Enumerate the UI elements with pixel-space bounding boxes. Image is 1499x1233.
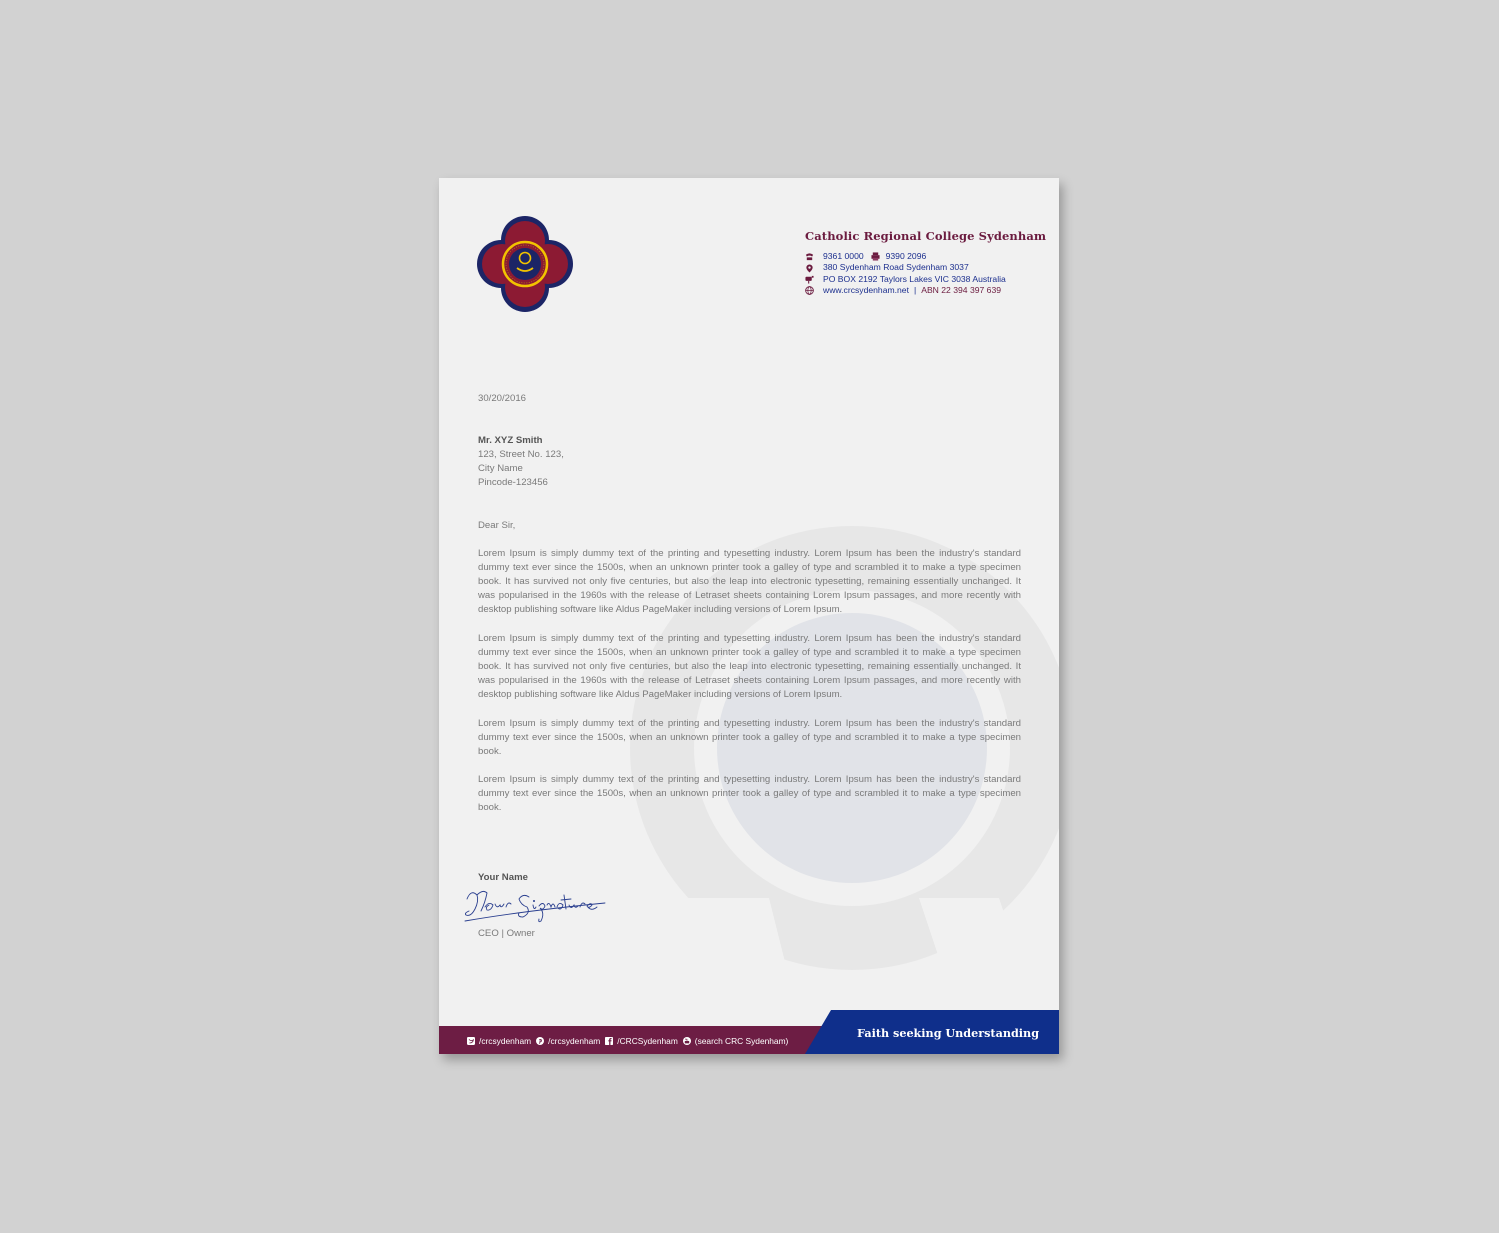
- social-links: [467, 1036, 793, 1046]
- phone-row: [805, 251, 1006, 262]
- paragraph-2: Lorem Ipsum is simply dummy text of the printing and typesetting industry. Lorem Ipsum has been the industry's standard dummy text ever since the 1500s, when an unknown printer took a galley of type and scrambled it to make a type specimen book. It has survived not only five centuries, but also the leap into electronic typesetting, remaining essentially unchanged. It was popularised in the 1960s with the release of Letraset sheets containing Lorem Ipsum passages, and more recently with desktop publishing software like Aldus PageMaker including versions of Lorem Ipsum.: [478, 633, 1021, 701]
- facebook-link[interactable]: [605, 1036, 678, 1046]
- youtube-search: (search CRC Sydenham): [694, 1036, 789, 1046]
- address-row: [805, 262, 1006, 273]
- sender-name: Your Name: [478, 872, 528, 883]
- greeting: Dear Sir,: [478, 520, 516, 531]
- twitter-link[interactable]: [467, 1036, 531, 1046]
- paragraph-3: Lorem Ipsum is simply dummy text of the printing and typesetting industry. Lorem Ipsum has been the industry's standard dummy text ever since the 1500s, when an unknown printer took a galley of type and scrambled it to make a type specimen book.: [478, 718, 1021, 758]
- address-line-1: 123, Street No. 123,: [478, 449, 564, 461]
- street-address: 380 Sydenham Road Sydenham 3037: [823, 262, 969, 273]
- website-link[interactable]: www.crcsydenham.net: [823, 285, 909, 296]
- facebook-handle: /CRCSydenham: [617, 1036, 678, 1046]
- paragraph-4: Lorem Ipsum is simply dummy text of the printing and typesetting industry. Lorem Ipsum has been the industry's standard dummy text ever since the 1500s, when an unknown printer took a galley of type and scrambled it to make a type specimen book.: [478, 774, 1021, 814]
- phone-icon: [805, 252, 814, 261]
- paragraph-1: Lorem Ipsum is simply dummy text of the printing and typesetting industry. Lorem Ipsum has been the industry's standard dummy text ever since the 1500s, when an unknown printer took a galley of type and scrambled it to make a type specimen book. It has survived not only five centuries, but also the leap into electronic typesetting, remaining essentially unchanged. It was popularised in the 1960s with the release of Letraset sheets containing Lorem Ipsum passages, and more recently with desktop publishing software like Aldus PageMaker including versions of Lorem Ipsum.: [478, 548, 1021, 616]
- pinterest-link[interactable]: [536, 1036, 600, 1046]
- twitter-handle: /crcsydenham: [479, 1036, 532, 1046]
- youtube-icon: [683, 1037, 691, 1045]
- facebook-icon: [605, 1037, 613, 1045]
- phone-number[interactable]: 9361 0000: [823, 251, 864, 261]
- mailbox-icon: [805, 275, 814, 284]
- separator: |: [913, 285, 917, 296]
- web-row: [805, 285, 1006, 296]
- sender-role: CEO | Owner: [478, 928, 535, 939]
- college-motto: Faith seeking Understanding: [857, 1026, 1040, 1040]
- address-line-2: City Name: [478, 463, 523, 475]
- address-line-3: Pincode-123456: [478, 477, 548, 489]
- college-name: Catholic Regional College Sydenham: [805, 229, 1047, 243]
- location-pin-icon: [805, 264, 814, 273]
- abn-number: ABN 22 394 397 639: [921, 285, 1002, 296]
- recipient-name: Mr. XYZ Smith: [478, 435, 543, 446]
- pinterest-icon: [536, 1037, 544, 1045]
- youtube-link[interactable]: [683, 1036, 789, 1046]
- letterhead-sheet: [439, 178, 1059, 1054]
- fax-number[interactable]: 9390 2096: [885, 251, 927, 261]
- contact-block: [805, 251, 1006, 297]
- fax-icon: [871, 252, 880, 261]
- twitter-icon: [467, 1037, 475, 1045]
- letter-date: 30/20/2016: [478, 393, 527, 404]
- signature-image: [463, 885, 613, 927]
- college-crest-logo: [477, 216, 573, 312]
- globe-icon: [805, 286, 814, 295]
- pinterest-handle: /crcsydenham: [548, 1036, 601, 1046]
- recipient-address: [478, 434, 1021, 490]
- po-box-row: [805, 274, 1006, 285]
- po-box-address: PO BOX 2192 Taylors Lakes VIC 3038 Australia: [823, 273, 1006, 284]
